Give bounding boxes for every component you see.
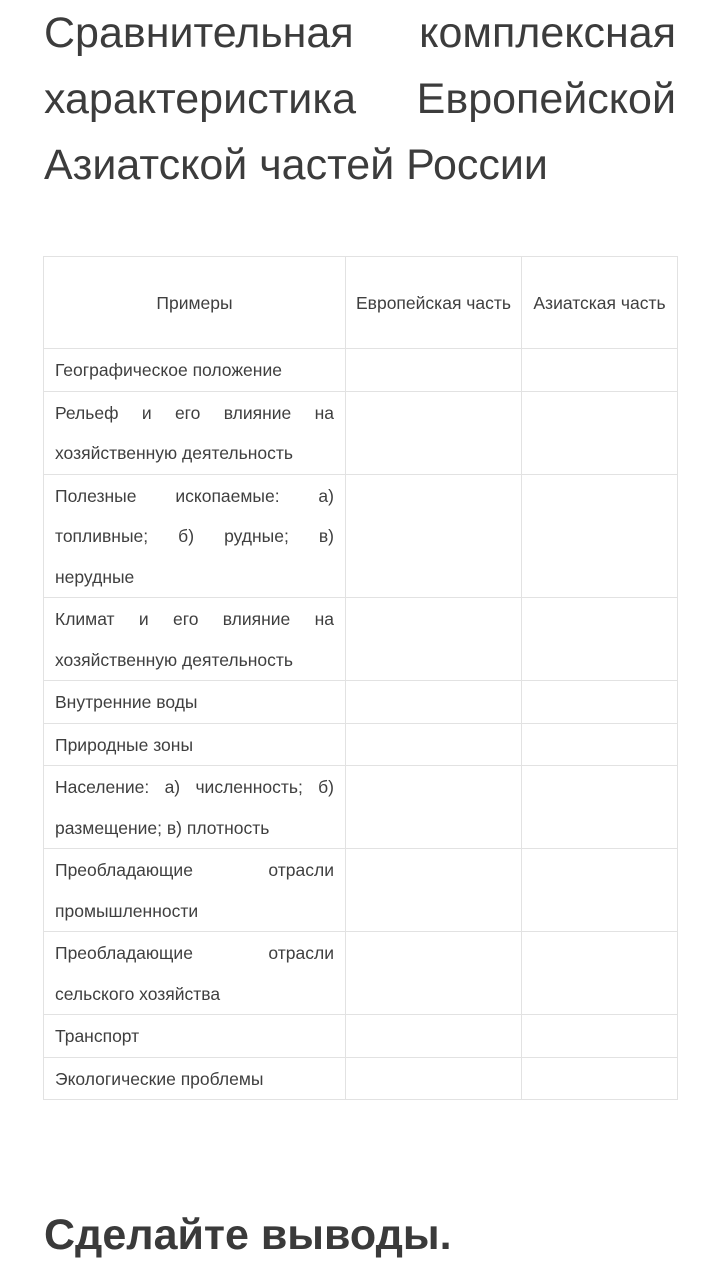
row-label-cell [44, 766, 346, 849]
header-examples [44, 257, 346, 349]
european-value [346, 681, 521, 682]
header-asian-label: Азиатская часть [533, 293, 666, 313]
european-cell [346, 391, 522, 474]
row-label: Рельеф и его влияние на хозяйственную деятельность [55, 402, 334, 463]
table-row [44, 932, 678, 1015]
asian-cell [522, 598, 678, 681]
row-label-cell [44, 598, 346, 681]
asian-value [522, 349, 677, 350]
row-label-cell [44, 932, 346, 1015]
table-row [44, 849, 678, 932]
european-value [346, 1015, 521, 1016]
row-label-cell [44, 349, 346, 392]
european-cell [346, 598, 522, 681]
asian-value [522, 1058, 677, 1059]
table-row [44, 474, 678, 598]
row-label: Климат и его влияние на хозяйственную деятельность [55, 609, 334, 670]
asian-cell [522, 932, 678, 1015]
row-label: Внутренние воды [55, 692, 198, 712]
asian-value [522, 475, 677, 476]
table-row [44, 681, 678, 724]
european-value [346, 932, 521, 933]
row-label-cell [44, 1057, 346, 1100]
table-body [44, 349, 678, 1100]
asian-cell [522, 1057, 678, 1100]
european-cell [346, 349, 522, 392]
european-value [346, 724, 521, 725]
european-value [346, 349, 521, 350]
header-european-label: Европейская часть [356, 293, 512, 313]
asian-cell [522, 766, 678, 849]
table-header-row [44, 257, 678, 349]
european-value [346, 849, 521, 850]
row-label: Население: а) численность; б) размещение; в) плотность [55, 777, 334, 838]
table-row [44, 1015, 678, 1058]
asian-cell [522, 723, 678, 766]
european-cell [346, 681, 522, 724]
asian-cell [522, 474, 678, 598]
row-label-cell [44, 849, 346, 932]
asian-cell [522, 681, 678, 724]
european-cell [346, 474, 522, 598]
row-label-cell [44, 681, 346, 724]
row-label-cell [44, 1015, 346, 1058]
table-header [44, 257, 678, 349]
european-cell [346, 932, 522, 1015]
row-label: Транспорт [55, 1026, 140, 1046]
table-row [44, 1057, 678, 1100]
asian-value [522, 724, 677, 725]
european-value [346, 392, 521, 393]
table-row [44, 349, 678, 392]
asian-value [522, 681, 677, 682]
table-row [44, 391, 678, 474]
asian-value [522, 1015, 677, 1016]
asian-value [522, 392, 677, 393]
european-value [346, 598, 521, 599]
row-label: Преобладающие отрасли сельского хозяйства [55, 943, 334, 1004]
row-label: Экологические проблемы [55, 1068, 264, 1089]
asian-value [522, 766, 677, 767]
row-label: Географическое положение [55, 360, 282, 380]
header-european [346, 257, 522, 349]
row-label: Полезные ископаемые: а) топливные; б) рудные; в) нерудные [55, 485, 334, 587]
table-row [44, 766, 678, 849]
asian-cell [522, 849, 678, 932]
european-value [346, 766, 521, 767]
asian-cell [522, 391, 678, 474]
asian-value [522, 932, 677, 933]
european-value [346, 475, 521, 476]
row-label-cell [44, 723, 346, 766]
asian-value [522, 849, 677, 850]
row-label-cell [44, 391, 346, 474]
european-cell [346, 849, 522, 932]
asian-cell [522, 1015, 678, 1058]
european-value [346, 1058, 521, 1059]
european-cell [346, 766, 522, 849]
european-cell [346, 723, 522, 766]
row-label: Природные зоны [55, 734, 194, 755]
row-label: Преобладающие отрасли промышленности [55, 860, 334, 921]
comparison-table [43, 256, 678, 1100]
header-examples-label: Примеры [156, 293, 233, 313]
asian-cell [522, 349, 678, 392]
asian-value [522, 598, 677, 599]
row-label-cell [44, 474, 346, 598]
table-row [44, 723, 678, 766]
conclusion-heading: Сделайте выводы. [44, 1211, 452, 1259]
header-asian [522, 257, 678, 349]
european-cell [346, 1057, 522, 1100]
page-title: Сравнительная комплексная характеристика Европейской Азиатской частей России [44, 9, 676, 189]
table-row [44, 598, 678, 681]
european-cell [346, 1015, 522, 1058]
